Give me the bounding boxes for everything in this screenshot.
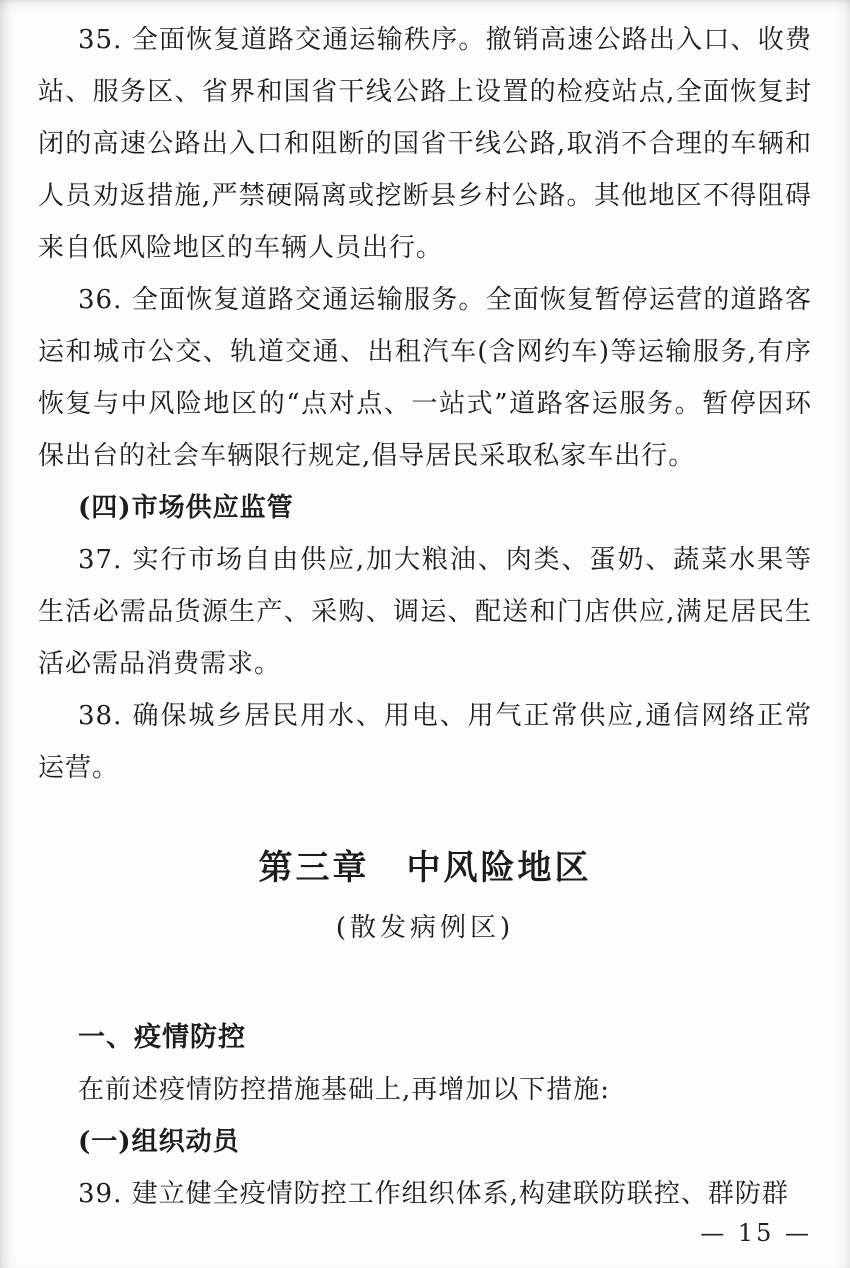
subsection-heading-organization: (一)组织动员 bbox=[78, 1127, 240, 1157]
page-number: — 15 — bbox=[700, 1219, 812, 1247]
chapter-subtitle: (散发病例区) bbox=[335, 913, 515, 943]
section-heading-epidemic-control: 一、疫情防控 bbox=[78, 1022, 246, 1053]
paragraph-35: 35. 全面恢复道路交通运输秩序。撤销高速公路出入口、收费站、服务区、省界和国省干线公路上设置的检疫站点,全面恢复封闭的高速公路出入口和阻断的国省干线公路,取消不合理的车辆和人员劝返措施,严禁硬隔离或挖断县乡村公路。其他地区不得阻碍来自低风险地区的车辆人员出行。 bbox=[38, 25, 812, 263]
chapter-title: 第三章 中风险地区 bbox=[258, 848, 592, 888]
paragraph-intro-additional-measures: 在前述疫情防控措施基础上,再增加以下措施: bbox=[78, 1075, 611, 1105]
paragraph-39-partial: 39. 建立健全疫情防控工作组织体系,构建联防联控、群防群 bbox=[78, 1179, 789, 1209]
paragraph-37: 37. 实行市场自由供应,加大粮油、肉类、蛋奶、蔬菜水果等生活必需品货源生产、采购、调运、配送和门店供应,满足居民生活必需品消费需求。 bbox=[38, 545, 812, 679]
subsection-heading-market-supply: (四)市场供应监管 bbox=[78, 493, 294, 523]
paragraph-36: 36. 全面恢复道路交通运输服务。全面恢复暂停运营的道路客运和城市公交、轨道交通、出租汽车(含网约车)等运输服务,有序恢复与中风险地区的“点对点、一站式”道路客运服务。暂停因环保出台的社会车辆限行规定,倡导居民采取私家车出行。 bbox=[38, 285, 812, 471]
paragraph-38: 38. 确保城乡居民用水、用电、用气正常供应,通信网络正常运营。 bbox=[38, 701, 812, 783]
